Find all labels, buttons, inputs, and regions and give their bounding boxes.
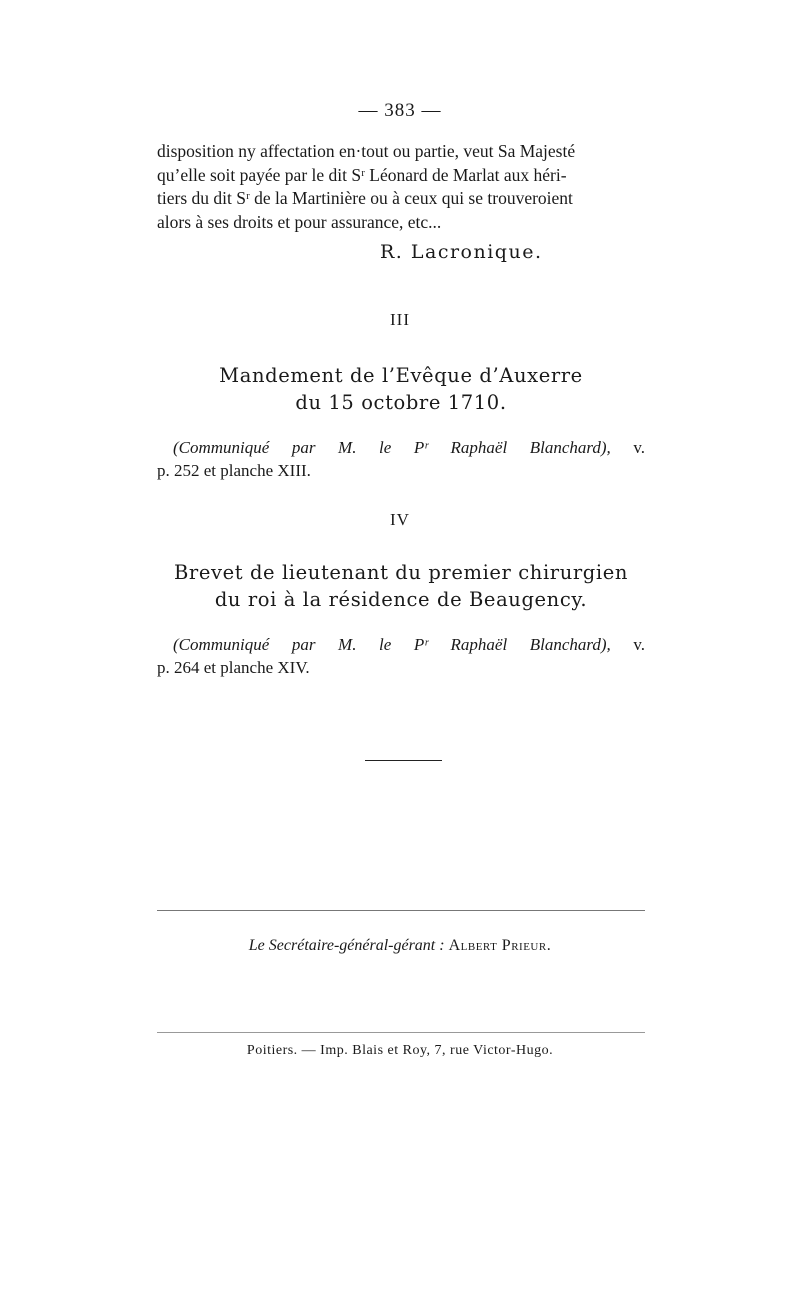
heading-line: du 15 octobre 1710. — [295, 391, 507, 414]
note-line — [157, 436, 645, 459]
heading-line: Brevet de lieutenant du premier chirurgien — [173, 561, 629, 584]
note-attribution: (Communiqué par M. le Pʳ Raphaël Blanchard), — [173, 635, 611, 654]
continuation-paragraph — [157, 140, 645, 234]
section-number-iv: IV — [390, 510, 410, 529]
section-iii-heading — [157, 362, 645, 416]
section-iii-note — [157, 436, 645, 482]
printer-imprint: Poitiers. — Imp. Blais et Roy, 7, rue Victor-Hugo. — [246, 1043, 554, 1058]
secretary-label: Le Secrétaire-général-gérant : — [248, 937, 445, 954]
note-attribution: (Communiqué par M. le Pʳ Raphaël Blanchard), — [173, 438, 611, 457]
heading-line: du roi à la résidence de Beaugency. — [214, 588, 588, 611]
section-iv-heading — [157, 559, 645, 613]
page-number: — 383 — — [358, 100, 442, 121]
footer-divider — [157, 910, 645, 911]
section-iv-note — [157, 633, 645, 679]
note-volume-marker: v. — [633, 438, 646, 457]
paragraph-line: tiers du dit Sʳ de la Martinière ou à ceux qui se trouveroient — [157, 188, 573, 208]
note-line — [157, 633, 645, 656]
paragraph-line: qu’elle soit payée par le dit Sʳ Léonard de Marlat aux héri- — [157, 164, 567, 185]
signature-lacronique: R. Lacronique. — [380, 241, 543, 263]
paragraph-line: disposition ny affectation en·tout ou partie, veut Sa Majesté — [157, 141, 576, 161]
section-number-iii: III — [390, 310, 410, 329]
heading-line: Mandement de l’Evêque d’Auxerre — [219, 364, 583, 387]
printer-divider — [157, 1032, 645, 1033]
note-line: p. 264 et planche XIV. — [157, 658, 310, 677]
secretary-name: Albert Prieur. — [448, 937, 552, 954]
note-line: p. 252 et planche XIII. — [157, 461, 311, 480]
paragraph-line: alors à ses droits et pour assurance, etc... — [157, 211, 442, 232]
closing-rule — [365, 760, 442, 761]
secretary-line — [0, 937, 800, 955]
note-volume-marker: v. — [633, 635, 646, 654]
